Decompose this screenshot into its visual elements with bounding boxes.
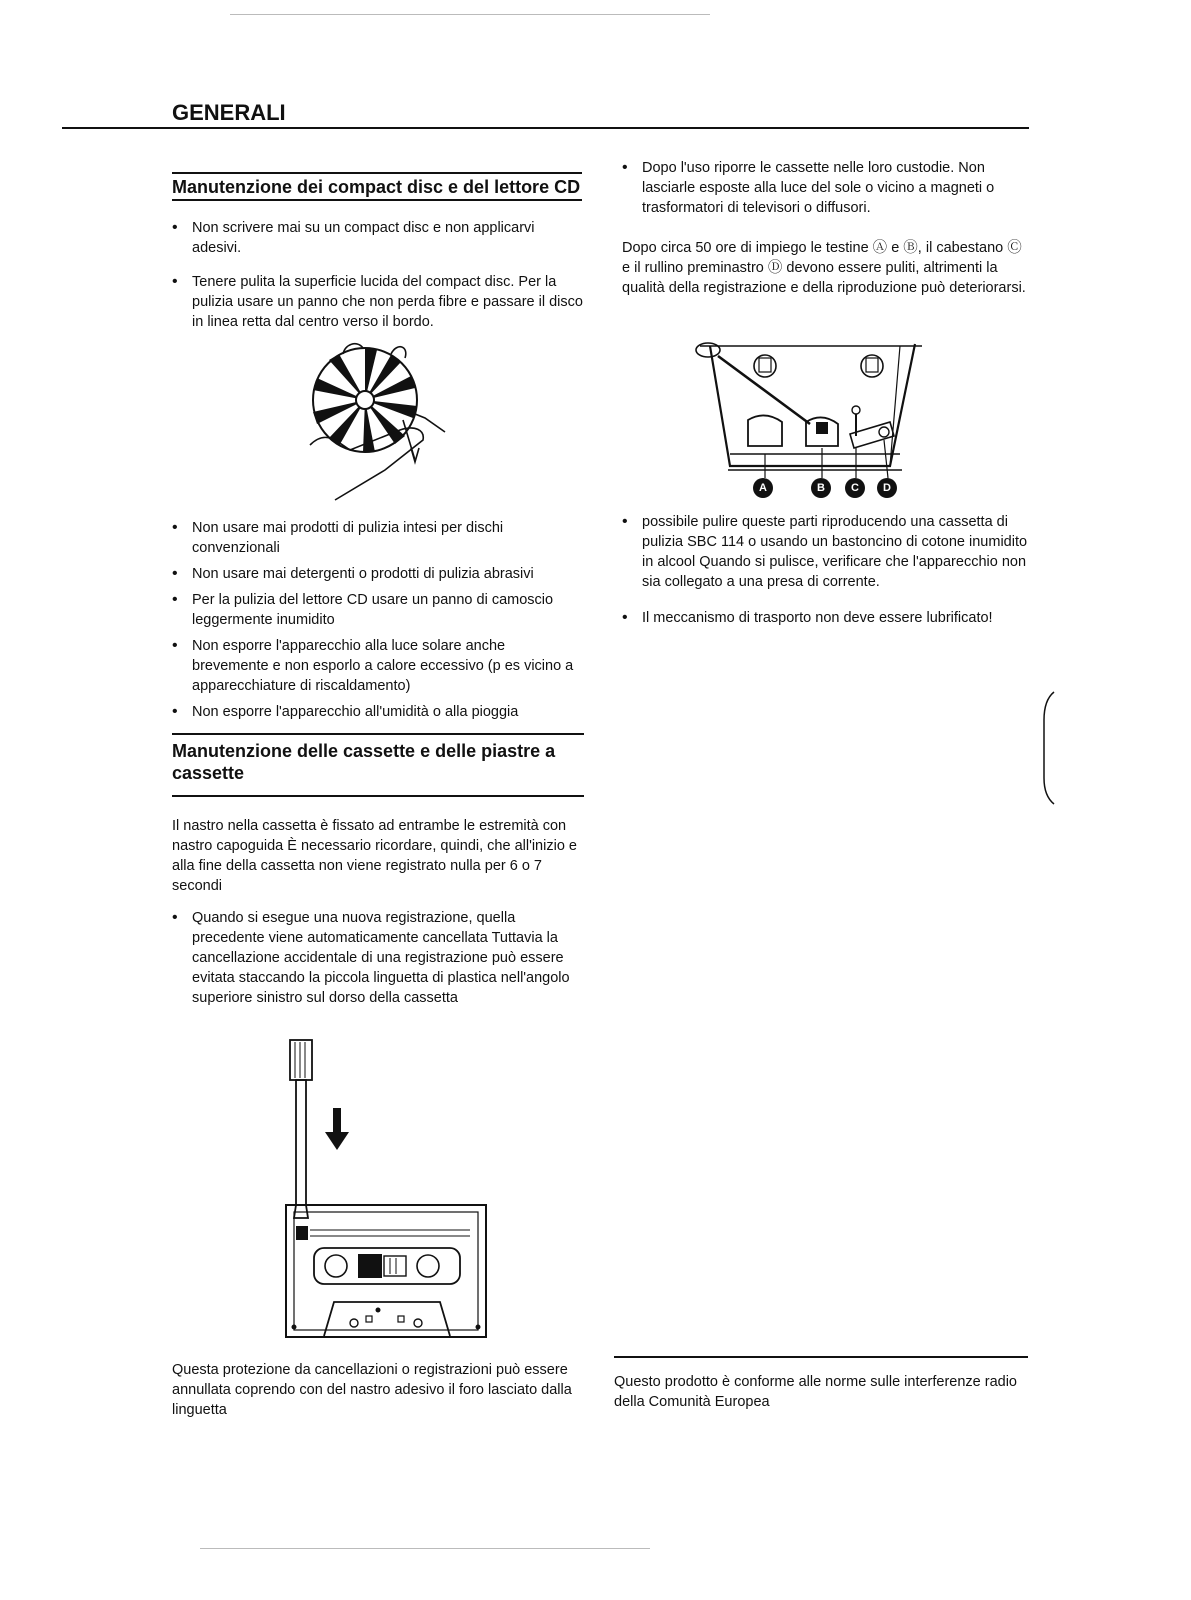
- cd-bullets-bottom: [172, 518, 584, 722]
- cd-cleaning-illustration: [305, 340, 455, 505]
- list-item: • Per la pulizia del lettore CD usare un panno di camoscio leggermente inumidito: [172, 590, 584, 630]
- header-rule: [62, 127, 1029, 129]
- page-header-title: GENERALI: [172, 100, 286, 125]
- list-item: • Non usare mai prodotti di pulizia intesi per dischi convenzionali: [172, 518, 584, 558]
- footer-note: Questo prodotto è conforme alle norme sulle interferenze radio della Comunità Europea: [614, 1374, 1017, 1410]
- cd-section-bottom-rule: [172, 199, 582, 201]
- heads-cleaning-paragraph: Dopo circa 50 ore di impiego le testine Ⓐ e Ⓑ, il cabestano Ⓒ e il rullino preminastro Ⓓ devono essere puliti, altrimenti la qualità della registrazione e della riproduzione può deteriorarsi.: [622, 240, 1026, 296]
- list-item: • Non usare mai detergenti o prodotti di pulizia abrasivi: [172, 564, 584, 584]
- list-item: • Il meccanismo di trasporto non deve essere lubrificato!: [622, 608, 1034, 628]
- cd-bullets-top: [172, 218, 584, 332]
- cd-section-title: Manutenzione dei compact disc e del lettore CD: [172, 177, 581, 197]
- list-item: • possibile pulire queste parti riproducendo una cassetta di pulizia SBC 114 o usando un bastoncino di cotone inumidito in alcool Quando si pulisce, verificare che l'apparecchio non sia collegato a una presa di corrente.: [622, 512, 1034, 592]
- list-item: • Tenere pulita la superficie lucida del compact disc. Per la pulizia usare un panno che non perda fibre e passare il disco in linea retta dal centro verso il bordo.: [172, 272, 584, 332]
- right-bullet-top: [622, 158, 1032, 218]
- cassette-paragraph: Il nastro nella cassetta è fissato ad entrambe le estremità con nastro capoguida È necessario ricordare, quindi, che all'inizio e alla fine della cassetta non viene registrato nulla per 6 o 7 secondi: [172, 818, 577, 894]
- list-item: • Non esporre l'apparecchio all'umidità o alla pioggia: [172, 702, 584, 722]
- list-item: • Quando si esegue una nuova registrazione, quella precedente viene automaticamente cancellata Tuttavia la cancellazione accidentale di una registrazione può essere evitata staccando la piccola linguetta di plastica nell'angolo superiore sinistro sul dorso della cassetta: [172, 908, 584, 1008]
- label-c-badge: C: [845, 478, 865, 498]
- cassette-section-bottom-rule: [172, 795, 584, 797]
- cassette-tab-illustration: [280, 1040, 490, 1345]
- footer-note-rule: [614, 1356, 1028, 1358]
- list-item: • Non scrivere mai su un compact disc e non applicarvi adesivi.: [172, 218, 584, 258]
- label-d-badge: D: [877, 478, 897, 498]
- label-a-badge: A: [753, 478, 773, 498]
- scan-artifact-top: [230, 14, 710, 15]
- scan-artifact-bottom: [200, 1548, 650, 1549]
- list-item: • Non esporre l'apparecchio alla luce solare anche brevemente e non esporlo a calore eccessivo (p es vicino a apparecchiature di riscaldamento): [172, 636, 584, 696]
- cassette-section-top-rule: [172, 733, 584, 735]
- margin-bracket-artifact: [1040, 690, 1060, 805]
- list-item: • Dopo l'uso riporre le cassette nelle loro custodie. Non lasciarle esposte alla luce del sole o vicino a magneti o trasformatori di televisori o diffusori.: [622, 158, 1032, 218]
- right-bullets-bottom: [622, 512, 1034, 628]
- cassette-caption: Questa protezione da cancellazioni o registrazioni può essere annullata coprendo con del nastro adesivo il foro lasciato dalla linguetta: [172, 1362, 572, 1418]
- cassette-section-title: Manutenzione delle cassette e delle piastre a cassette: [172, 741, 556, 783]
- label-b-badge: B: [811, 478, 831, 498]
- cassette-bullets: [172, 908, 584, 1008]
- cd-section-top-rule: [172, 172, 582, 174]
